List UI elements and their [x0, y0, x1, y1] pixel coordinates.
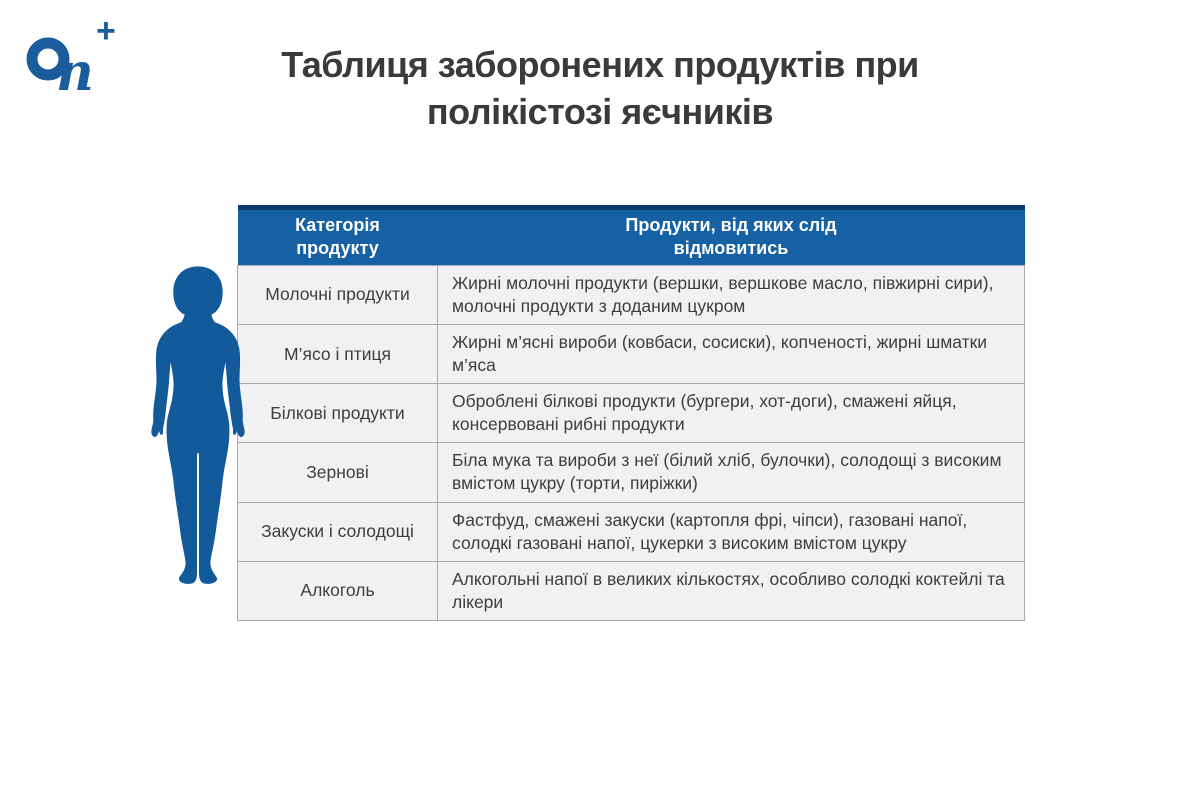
header-category-line-2: продукту — [296, 238, 379, 259]
table-row — [238, 384, 1025, 443]
logo-n: n — [56, 42, 94, 103]
category-cell: Молочні продукти — [238, 265, 438, 324]
description-cell: Жирні м’ясні вироби (ковбаси, сосиски), копченості, жирні шматки м’яса — [438, 324, 1025, 383]
header-category-line-1: Категорія — [295, 215, 380, 235]
category-cell: Алкоголь — [238, 561, 438, 620]
description-cell: Жирні молочні продукти (вершки, вершкове масло, півжирні сири), молочні продукти з доданим цукром — [438, 265, 1025, 324]
header-products-line-1: Продукти, від яких слід — [625, 215, 837, 235]
table-header-category — [238, 208, 438, 266]
category-cell: М’ясо і птиця — [238, 324, 438, 383]
woman-silhouette-graphic — [141, 256, 255, 594]
description-cell: Фастфуд, смажені закуски (картопля фрі, чіпси), газовані напої, солодкі газовані напої, цукерки з високим вмістом цукру — [438, 502, 1025, 561]
table-row — [238, 561, 1025, 620]
description-cell: Оброблені білкові продукти (бургери, хот-доги), смажені яйця, консервовані рибні продукти — [438, 384, 1025, 443]
title-line-2: полікістозі яєчників — [426, 90, 774, 132]
header-products-line-2: відмовитись — [673, 238, 789, 259]
title-line-1: Таблиця заборонених продуктів при — [281, 44, 919, 85]
category-cell: Зернові — [238, 443, 438, 502]
table-row — [238, 502, 1025, 561]
clinic-logo — [22, 14, 126, 108]
table-header-row — [238, 208, 1025, 266]
table-row — [238, 324, 1025, 383]
table-header-products — [438, 208, 1025, 266]
category-cell: Білкові продукти — [238, 384, 438, 443]
logo-graphic — [22, 14, 126, 108]
description-cell: Алкогольні напої в великих кількостях, особливо солодкі коктейлі та лікери — [438, 561, 1025, 620]
table-row — [238, 265, 1025, 324]
logo-plus-icon: + — [96, 14, 116, 50]
woman-silhouette-icon — [141, 256, 255, 594]
forbidden-products-table — [237, 205, 1025, 621]
page-title — [200, 42, 1000, 136]
table-row — [238, 443, 1025, 502]
description-cell: Біла мука та вироби з неї (білий хліб, булочки), солодощі з високим вмістом цукру (торти, пиріжки) — [438, 443, 1025, 502]
category-cell: Закуски і солодощі — [238, 502, 438, 561]
